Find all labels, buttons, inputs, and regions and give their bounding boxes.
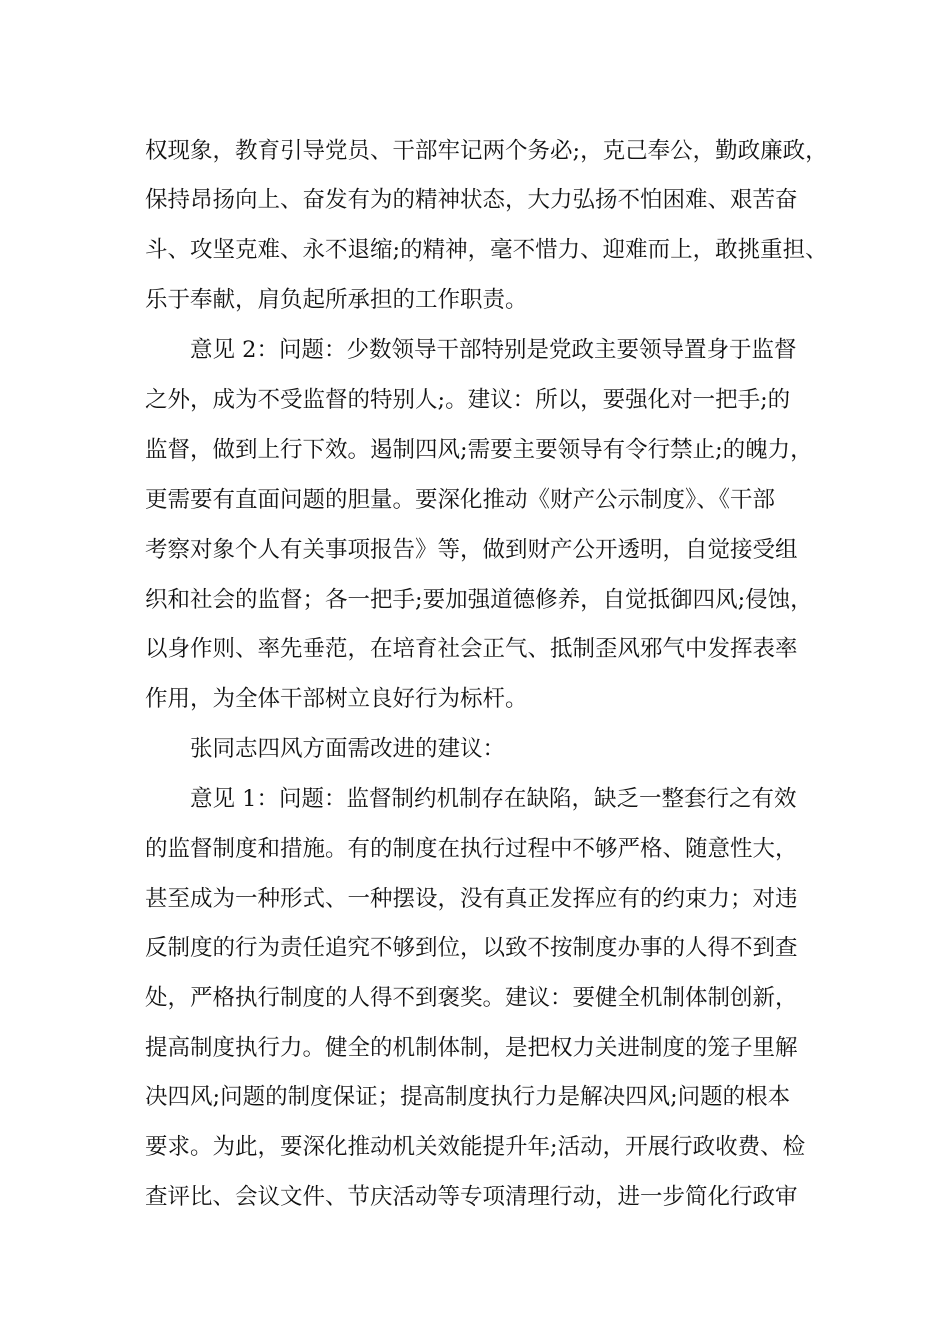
section-heading: 张同志四风方面需改进的建议： [190,736,506,762]
text-line: 提高制度执行力。健全的机制体制，是把权力关进制度的笼子里解 [145,1035,798,1061]
text-line: 意见 1：问题：监督制约机制存在缺陷，缺乏一整套行之有效 [190,786,797,812]
text-line: 反制度的行为责任追究不够到位，以致不按制度办事的人得不到查 [145,935,798,961]
text-line: 监督，做到上行下效。遏制四风;需要主要领导有令行禁止;的魄力， [145,437,813,463]
text-line: 斗、攻坚克难、永不退缩;的精神，毫不惜力、迎难而上，敢挑重担、 [145,237,828,263]
text-line: 保持昂扬向上、奋发有为的精神状态，大力弘扬不怕困难、艰苦奋 [145,187,798,213]
text-line: 织和社会的监督；各一把手;要加强道德修养，自觉抵御四风;侵蚀， [145,587,813,613]
text-line: 处，严格执行制度的人得不到褒奖。建议：要健全机制体制创新， [145,985,798,1011]
text-line: 作用，为全体干部树立良好行为标杆。 [145,686,528,712]
text-line: 以身作则、率先垂范，在培育社会正气、抵制歪风邪气中发挥表率 [145,636,798,662]
text-line: 决四风;问题的制度保证；提高制度执行力是解决四风;问题的根本 [145,1084,791,1110]
text-line: 乐于奉献，肩负起所承担的工作职责。 [145,287,528,313]
text-line: 意见 2：问题：少数领导干部特别是党政主要领导置身于监督 [190,337,797,363]
text-line: 之外，成为不受监督的特别人;。建议：所以，要强化对一把手;的 [145,387,791,413]
text-line: 的监督制度和措施。有的制度在执行过程中不够严格、随意性大， [145,836,798,862]
text-line: 权现象，教育引导党员、干部牢记两个务必;，克己奉公，勤政廉政， [145,138,828,164]
text-line: 查评比、会议文件、节庆活动等专项清理行动，进一步简化行政审 [145,1184,798,1210]
text-line: 考察对象个人有关事项报告》等，做到财产公开透明，自觉接受组 [145,537,798,563]
text-line: 要求。为此，要深化推动机关效能提升年;活动，开展行政收费、检 [145,1134,806,1160]
text-line: 更需要有直面问题的胆量。要深化推动《财产公示制度》、《干部 [145,487,776,513]
text-line: 甚至成为一种形式、一种摆设，没有真正发挥应有的约束力；对违 [145,886,798,912]
